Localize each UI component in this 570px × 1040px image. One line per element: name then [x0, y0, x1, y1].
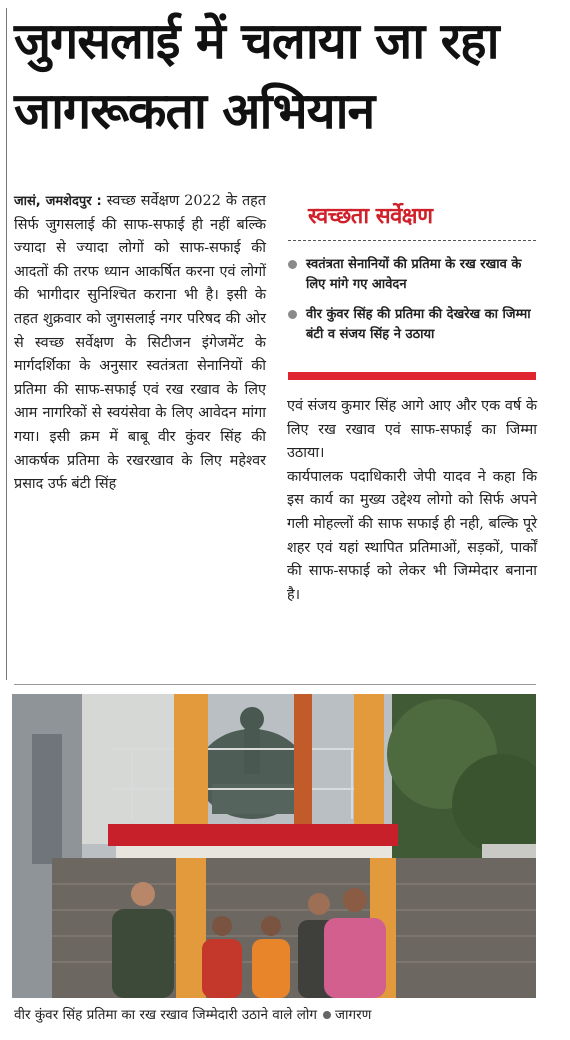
photo-caption [14, 1005, 544, 1023]
highlight-text: स्वतंत्रता सेनानियों की प्रतिमा के रख रखाव के लिए मांगे गए आवेदन [306, 257, 522, 292]
section-divider [14, 684, 536, 685]
dateline: जासं, जमशेदपुर : [14, 194, 102, 209]
highlights-title: स्वच्छता सर्वेक्षण [308, 204, 433, 229]
statue-photo-illustration [12, 694, 536, 998]
left-column-rule [6, 8, 7, 680]
photo-credit: जागरण [335, 1007, 372, 1023]
bullet-icon [288, 310, 297, 319]
news-photo [12, 694, 536, 998]
bullet-icon [323, 1011, 331, 1019]
highlights-divider [288, 240, 536, 241]
body-left-text: स्वच्छ सर्वेक्षण 2022 के तहत सिर्फ जुगसलाई की साफ-सफाई ही नहीं बल्कि ज्यादा से ज्यादा लोगों को साफ-सफाई की आदतों की तरफ ध्यान आकर्षित करना एवं लोगों की भागीदार सुनिश्चित कराना भी है। इसी के तहत शुक्रवार को जुगसलाई नगर परिषद की ओर से स्वच्छ सर्वेक्षण के सिटीजन इंगेजमेंट के मार्गदर्शिका के अनुसार स्वतंत्रता सेनानियों की प्रतिमा की साफ-सफाई एवं रख रखाव के लिए आम नागरिकों से स्वयंसेवा के लिए आवेदन मांगा गया। इसी क्रम में बाबू वीर कुंवर सिंह की आकर्षक प्रतिमा के रखरखाव के लिए महेश्वर प्रसाद उर्फ बंटी सिंह [14, 193, 267, 493]
highlights-red-bar [288, 372, 536, 380]
highlights-box [288, 200, 536, 385]
highlight-text: वीर कुंवर सिंह की प्रतिमा की देखरेख का जिम्मा बंटी व संजय सिंह ने उठाया [306, 307, 531, 342]
bullet-icon [288, 260, 297, 269]
body-right-column [287, 395, 537, 607]
caption-text: वीर कुंवर सिंह प्रतिमा का रख रखाव जिम्मेदारी उठाने वाले लोग [14, 1007, 318, 1023]
body-right-paragraph: कार्यपालक पदाधिकारी जेपी यादव ने कहा कि इस कार्य का मुख्य उद्देश्य लोगो को सिर्फ अपने गली मोहल्लों की साफ सफाई ही नही, बल्कि पूरे शहर एवं यहां स्थापित प्रतिमाओं, सड़कों, पार्कों की साफ-सफाई को लेकर भी जिम्मेदार बनाना है। [287, 468, 537, 603]
highlights-list [288, 255, 536, 355]
highlight-item [288, 305, 536, 345]
headline: जुगसलाई में चलाया जा रहा जागरूकता अभियान [14, 12, 499, 140]
body-left-column [14, 190, 266, 497]
body-right-paragraph: एवं संजय कुमार सिंह आगे आए और एक वर्ष के लिए रख रखाव एवं साफ-सफाई का जिम्मा उठाया। [287, 398, 537, 462]
highlight-item [288, 255, 536, 295]
